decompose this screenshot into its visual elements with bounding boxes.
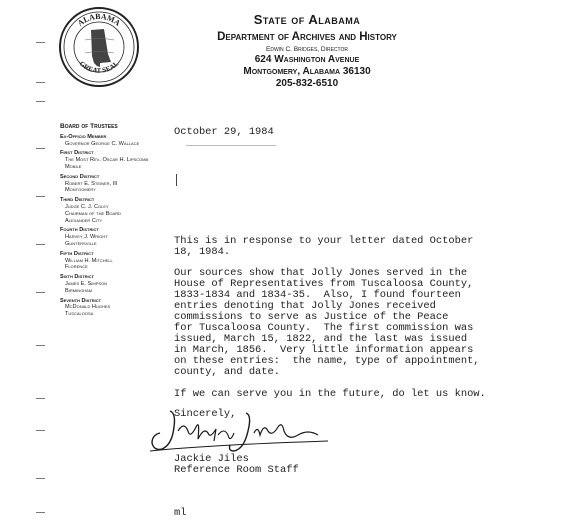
letterhead-department: Department of Archives and History: [217, 31, 397, 43]
letter-paragraph-2: Our sources show that Jolly Jones served in the House of Representatives from Tuscaloosa County, 1833-1834 and 1834-35. Also, I found fourteen entries denoting that Jolly Jones received commissions to serve as Justice of the Peace for Tuscaloosa County. The first commission was issued, March 15, 1822, and the last was issued in March, 1856. Very little information appears on these entries: the name, type of appointment, county, and date.: [174, 267, 480, 378]
typist-initials: ml: [174, 507, 187, 519]
letter-date: October 29, 1984: [174, 126, 274, 138]
trustee-line: Judge C. J. Coley: [65, 203, 109, 210]
trustee-group: [60, 134, 180, 148]
trustee-district-heading: Fifth District: [60, 250, 94, 257]
great-seal-logo: [58, 6, 140, 88]
trustee-group: [60, 174, 180, 194]
seal-top-text: ALABAMA: [75, 11, 123, 28]
divider: [186, 145, 276, 146]
punch-margin-marks: [36, 0, 46, 527]
trustee-group: [60, 298, 180, 318]
letterhead: [172, 12, 442, 89]
trustee-line: Alexander City: [65, 217, 103, 224]
trustee-line: Montgomery: [65, 187, 96, 194]
trustee-line: Guntersville: [65, 240, 97, 247]
letterhead-director: Edwin C. Bridges, Director: [266, 46, 348, 53]
margin-tick: [176, 174, 177, 186]
trustee-district-heading: Second District: [60, 173, 100, 180]
trustee-line: William H. Mitchell: [65, 257, 113, 264]
letter-paragraph-1: This is in response to your letter dated October 18, 1984.: [174, 235, 474, 258]
signer-role: Reference Room Staff: [174, 464, 299, 476]
trustee-line: Mobile: [65, 163, 82, 170]
trustee-group: [60, 197, 180, 224]
signer-name: Jackie Jiles: [174, 453, 249, 465]
trustee-line: Robert E. Steiner, III: [65, 180, 118, 187]
trustee-group: [60, 150, 180, 170]
trustee-line: James E. Simpson: [65, 280, 108, 287]
trustee-group: [60, 251, 180, 271]
trustee-line: McDonald Hughes: [65, 304, 111, 311]
letter-closing: Sincerely,: [174, 408, 237, 420]
letterhead-state: State of Alabama: [253, 12, 361, 27]
trustee-district-heading: Third District: [60, 197, 95, 204]
trustee-line: Harvey J. Wright: [65, 234, 108, 241]
trustee-line: Chairman of the Board: [65, 210, 121, 217]
trustee-line: Tuscaloosa: [65, 311, 94, 318]
trustees-title: Board of Trustees: [60, 123, 118, 130]
trustee-district-heading: Seventh District: [60, 297, 102, 304]
trustee-district-heading: Fourth District: [60, 227, 99, 234]
svg-text:ALABAMA: [76, 12, 122, 28]
handwritten-signature: [148, 405, 338, 457]
letterhead-address-street: 624 Washington Avenue: [254, 54, 360, 65]
trustee-line: Florence: [65, 264, 88, 271]
letter-paragraph-3: If we can serve you in the future, do let us know.: [174, 388, 486, 400]
board-of-trustees: [60, 124, 180, 321]
trustee-district-heading: Sixth District: [60, 274, 94, 281]
seal-bottom-text: GREAT SEAL: [77, 59, 121, 75]
trustee-district-heading: Ex-Officio Member: [60, 133, 107, 140]
trustee-district-heading: First District: [60, 150, 94, 157]
trustee-group: [60, 227, 180, 247]
letterhead-phone: 205-832-6510: [275, 78, 339, 89]
trustee-line: Birmingham: [65, 287, 93, 294]
letterhead-address-city: Montgomery, Alabama 36130: [243, 66, 371, 77]
trustee-line: Governor George C. Wallace: [65, 140, 140, 147]
trustee-line: The Most Rev. Oscar H. Lipscomb: [65, 157, 149, 164]
trustee-list: [60, 134, 180, 318]
trustee-group: [60, 274, 180, 294]
